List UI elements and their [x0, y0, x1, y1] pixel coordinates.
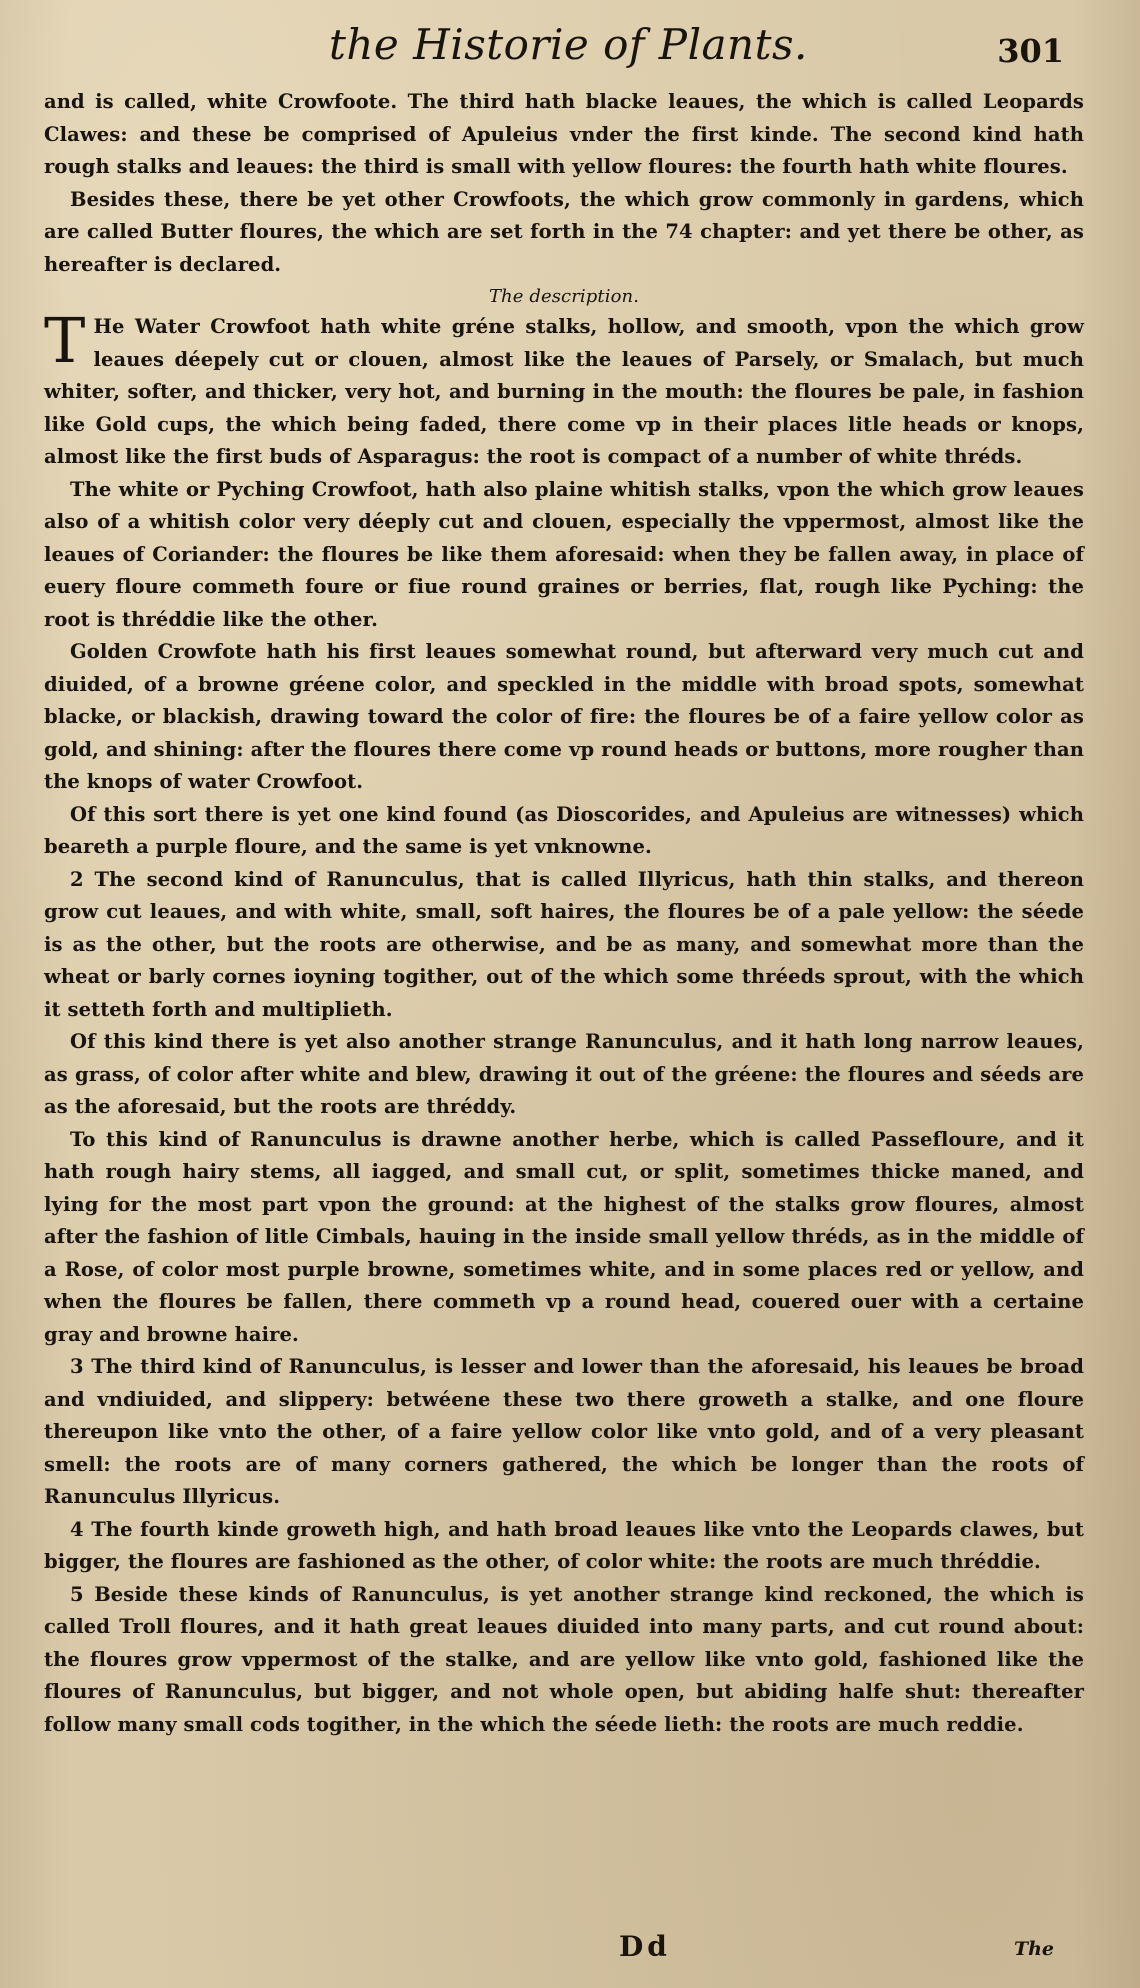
paragraph: 5 Beside these kinds of Ranunculus, is yet another strange kind reckoned, the which is called Troll floures, and it hath great leaues diuided into many parts, and cut round about: the floures grow vppermost of the stalke, and are yellow like vnto gold, fashioned like the floures of Ranunculus, but bigger, and not whole open, but abiding halfe shut: thereafter follow many small cods togither, in the which the séede lieth: the roots are much reddie.	[44, 1582, 1084, 1736]
paragraph: Of this sort there is yet one kind found (as Dioscorides, and Apuleius are witnesses) which beareth a purple floure, and the same is yet vnknowne.	[44, 802, 1084, 858]
paragraph: Besides these, there be yet other Crowfoots, the which grow commonly in gardens, which are called Butter floures, the which are set forth in the 74 chapter: and yet there be other, as hereafter is declared.	[44, 187, 1084, 276]
page-number: 301	[997, 32, 1064, 70]
paragraph: Of this kind there is yet also another strange Ranunculus, and it hath long narrow leaues, as grass, of color after white and blew, drawing it out of the gréene: the floures and séeds are as the aforesaid, but the roots are thréddy.	[44, 1030, 1084, 1118]
paragraph: Golden Crowfote hath his first leaues somewhat round, but afterward very much cut and diuided, of a browne gréene color, and speckled in the middle with broad spots, somewhat blacke, or blackish, drawing toward the color of fire: the floures be of a faire yellow color as gold, and shining: after the floures there come vp round heads or buttons, more rougher than the knops of water Crowfoot.	[44, 640, 1084, 793]
paragraph: 3 The third kind of Ranunculus, is lesser and lower than the aforesaid, his leaues be broad and vndiuided, and slippery: betwéene these two there groweth a stalke, and one floure thereupon like vnto the other, of a faire yellow color like vnto gold, and of a very pleasant smell: the roots are of many corners gathered, the which be longer than the roots of Ranunculus Illyricus.	[44, 1355, 1084, 1508]
paragraph: To this kind of Ranunculus is drawne another herbe, which is called Passefloure, and it hath rough hairy stems, all iagged, and small cut, or split, sometimes thicke maned, and lying for the most part vpon the ground: at the highest of the stalks grow floures, almost after the fashion of litle Cimbals, hauing in the inside small yellow thréds, as in the middle of a Rose, of color most purple browne, sometimes white, and in some places red or yellow, and when the floures be fallen, there commeth vp a round head, couered ouer with a certaine gray and browne haire.	[44, 1127, 1084, 1346]
page-header	[44, 14, 1084, 86]
paragraph: 4 The fourth kinde groweth high, and hath broad leaues like vnto the Leopards clawes, but bigger, the floures are fashioned as the other, of color white: the roots are much thréddie.	[44, 1517, 1084, 1573]
description-first-text: He Water Crowfoot hath white gréne stalks, hollow, and smooth, vpon the which grow leaues déepely cut or clouen, almost like the leaues of Parsely, or Smalach, but much whiter, softer, and thicker, very hot, and burning in the mouth: the floures be pale, in fashion like Gold cups, the which being faded, there come vp in their places litle heads or knops, almost like the first buds of Asparagus: the root is compact of a number of white thréds.	[44, 315, 1084, 468]
description-paragraph	[44, 304, 1084, 474]
dropcap: T	[44, 304, 86, 377]
catchword: The	[1013, 1938, 1054, 1960]
section-heading: The description.	[488, 286, 640, 307]
page-body	[44, 86, 1084, 1741]
book-page	[44, 14, 1084, 1974]
page-footer	[44, 1930, 1084, 1966]
running-title: the Historie of Plants.	[329, 20, 808, 69]
paragraph: and is called, white Crowfoote. The third hath blacke leaues, the which is called Leopards Clawes: and these be comprised of Apuleius vnder the first kinde. The second kind hath rough stalks and leaues: the third is small with yellow floures: the fourth hath white floures.	[44, 90, 1084, 178]
signature-mark: Dd	[619, 1930, 671, 1963]
paragraph: 2 The second kind of Ranunculus, that is called Illyricus, hath thin stalks, and thereon grow cut leaues, and with white, small, soft haires, the floures be of a pale yellow: the séede is as the other, but the roots are otherwise, and be as many, and somewhat more than the wheat or barly cornes ioyning togither, out of the which some thréeds sprout, with the which it setteth forth and multiplieth.	[44, 867, 1084, 1021]
paragraph: The white or Pyching Crowfoot, hath also plaine whitish stalks, vpon the which grow leaues also of a whitish color very déeply cut and clouen, especially the vppermost, almost like the leaues of Coriander: the floures be like them aforesaid: when they be fallen away, in place of euery floure commeth foure or fiue round graines or berries, flat, rough like Pyching: the root is thréddie like the other.	[44, 477, 1084, 631]
